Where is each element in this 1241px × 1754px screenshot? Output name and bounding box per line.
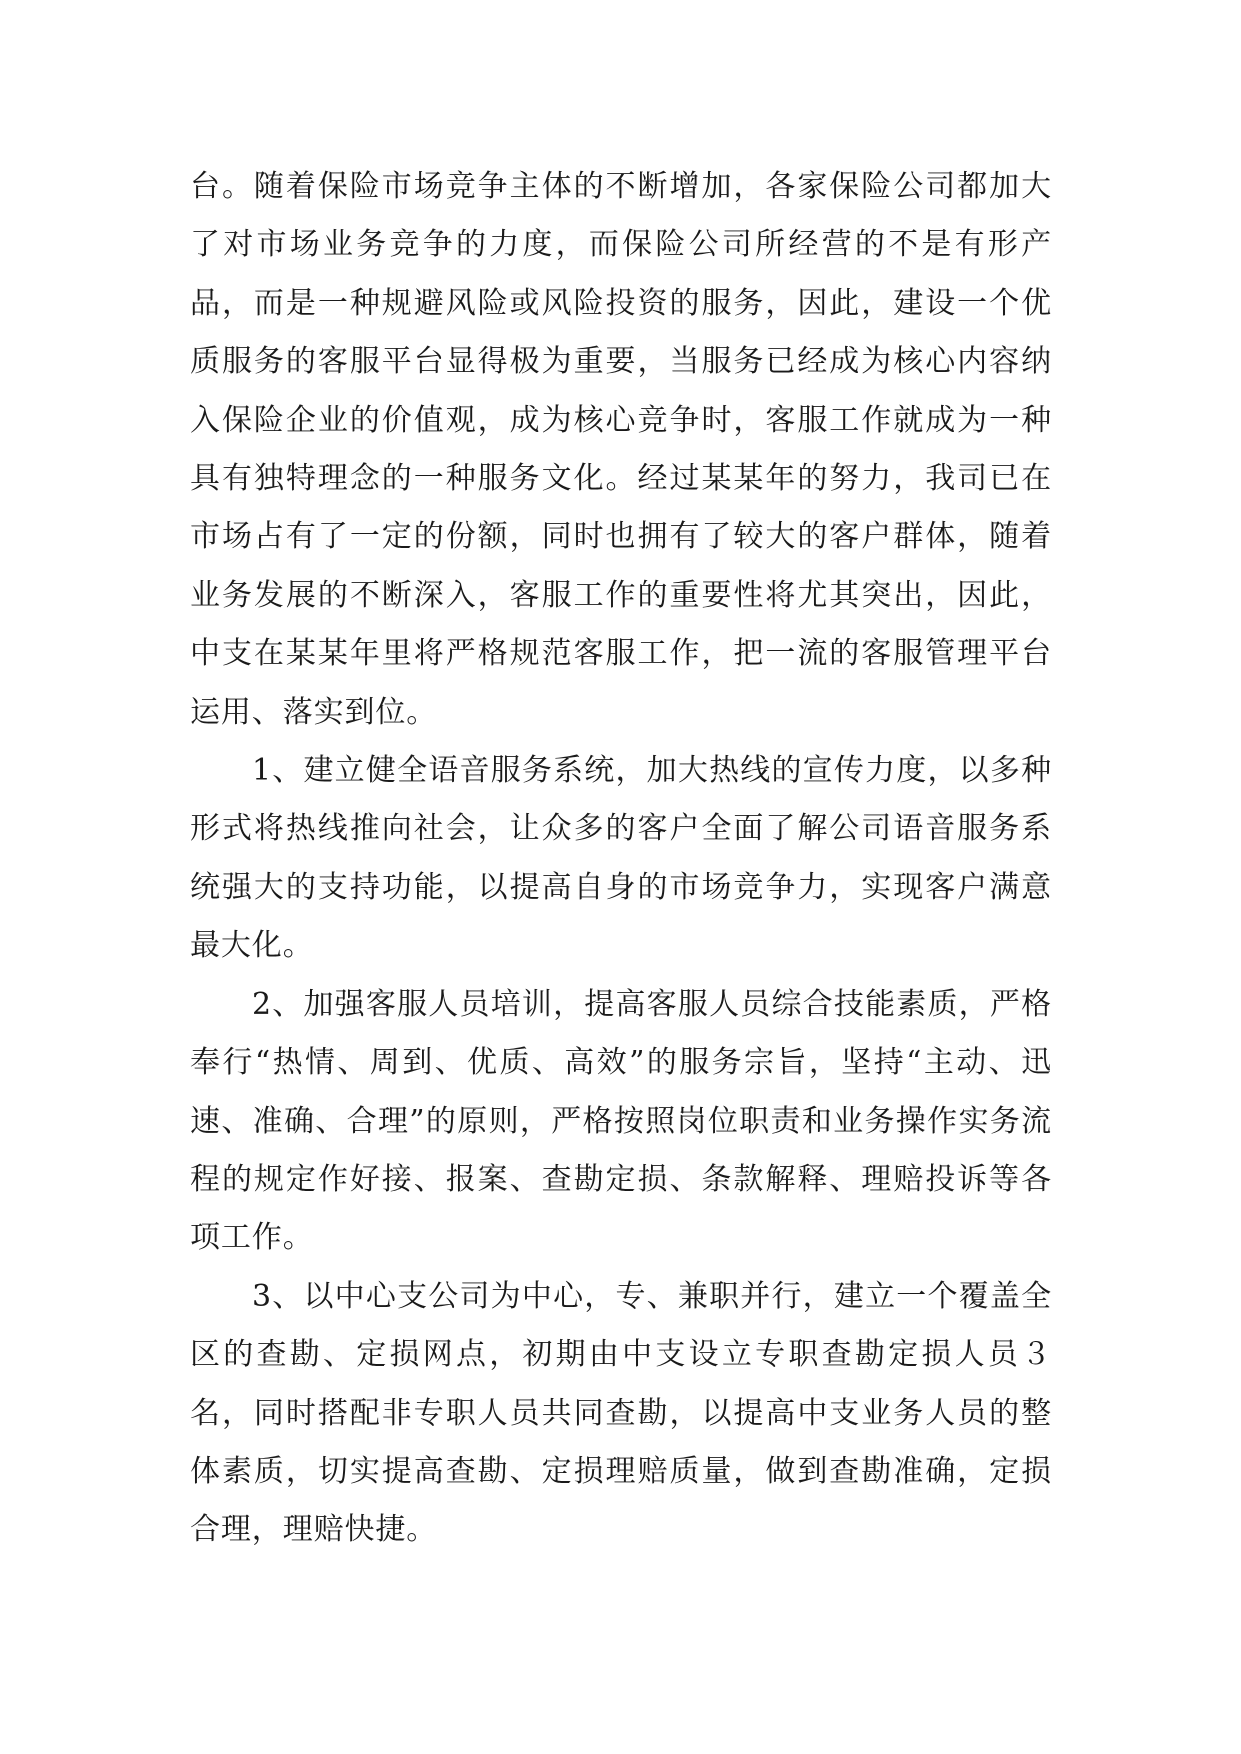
paragraph-item-3: 3、以中心支公司为中心，专、兼职并行，建立一个覆盖全区的查勘、定损网点，初期由中支设立专职查勘定损人员３名，同时搭配非专职人员共同查勘，以提高中支业务人员的整体素质，切实提高查勘、定损理赔质量，做到查勘准确，定损合理，理赔快捷。 bbox=[190, 1278, 1052, 1548]
paragraph-item-1: 1、建立健全语音服务系统，加大热线的宣传力度，以多种形式将热线推向社会，让众多的客户全面了解公司语音服务系统强大的支持功能，以提高自身的市场竞争力，实现客户满意最大化。 bbox=[190, 753, 1052, 964]
paragraph-item-2: 2、加强客服人员培训，提高客服人员综合技能素质，严格奉行“热情、周到、优质、高效”的服务宗旨，坚持“主动、迅速、准确、合理”的原则，严格按照岗位职责和业务操作实务流程的规定作好接、报案、查勘定损、条款解释、理赔投诉等各项工作。 bbox=[190, 986, 1052, 1256]
document-body bbox=[190, 158, 1052, 1560]
paragraph-continuation: 台。随着保险市场竞争主体的不断增加，各家保险公司都加大了对市场业务竞争的力度，而保险公司所经营的不是有形产品，而是一种规避风险或风险投资的服务，因此，建设一个优质服务的客服平台显得极为重要，当服务已经成为核心内容纳入保险企业的价值观，成为核心竞争时，客服工作就成为一种具有独特理念的一种服务文化。经过某某年的努力，我司已在市场占有了一定的份额，同时也拥有了较大的客户群体，随着业务发展的不断深入，客服工作的重要性将尤其突出，因此，中支在某某年里将严格规范客服工作，把一流的客服管理平台运用、落实到位。 bbox=[190, 169, 1052, 730]
